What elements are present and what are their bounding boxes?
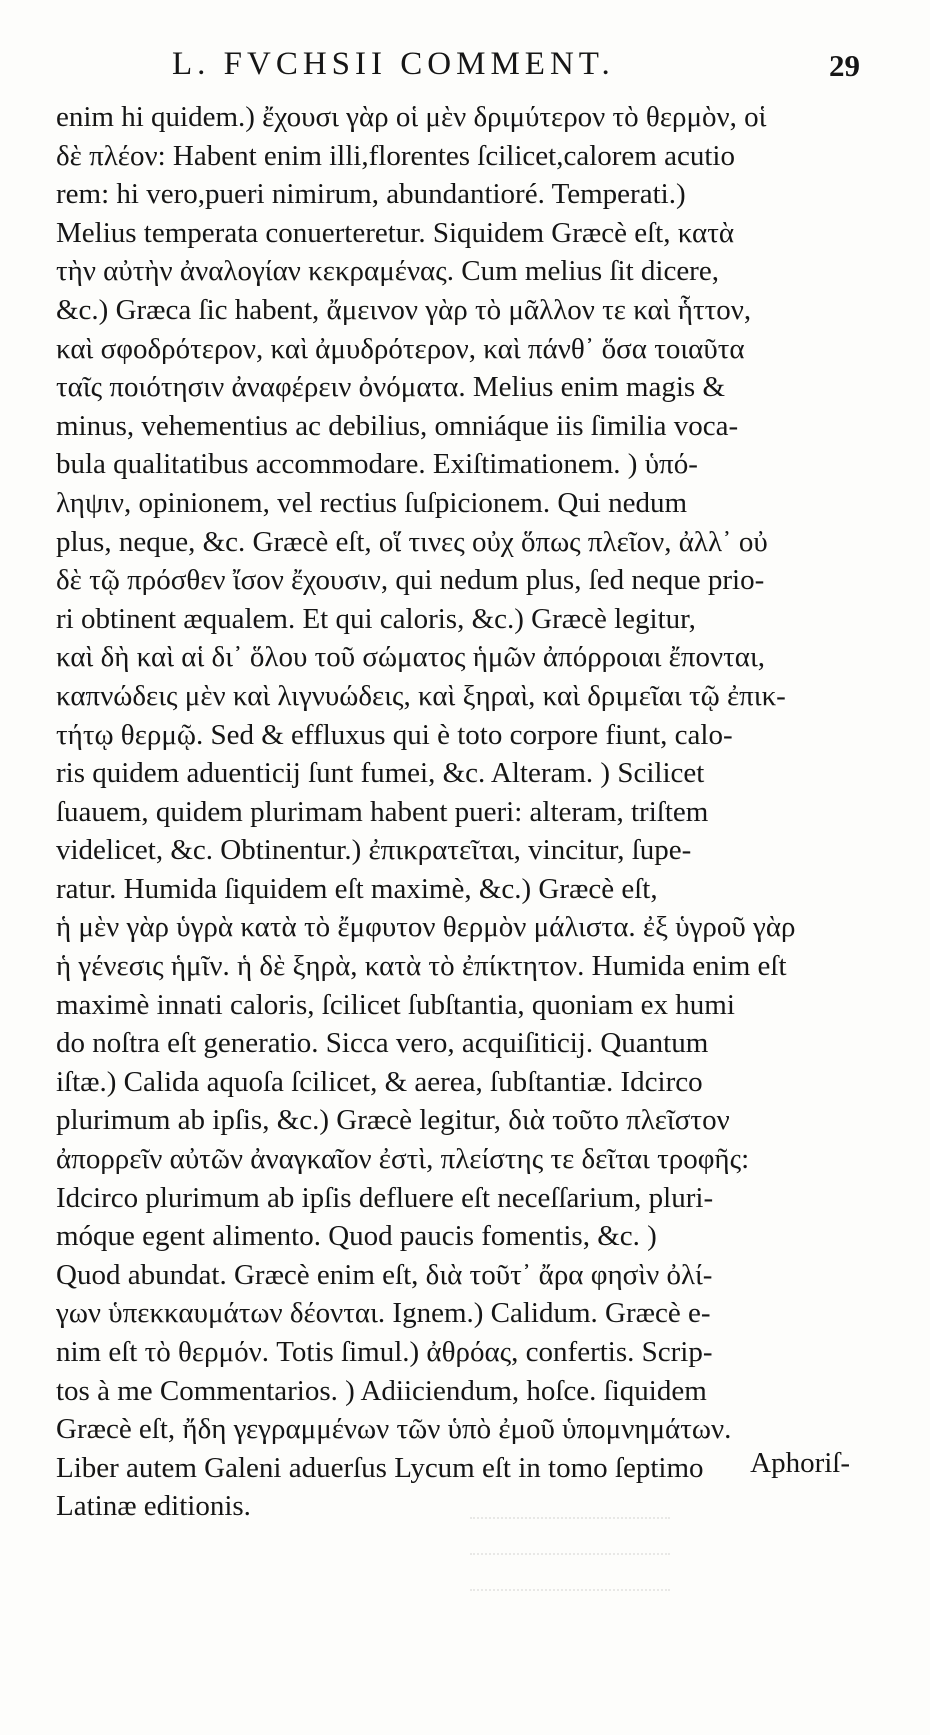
text-line: Græcè eſt, ἤδη γεγραμμένων τῶν ὑπὸ ἐμοῦ ὑπομνημάτων. xyxy=(56,1413,732,1446)
text-line: τήτῳ θερμῷ. Sed & effluxus qui è toto corpore fiunt, calo- xyxy=(56,718,733,751)
text-line: rem: hi vero,pueri nimirum, abundantioré. Temperati.) xyxy=(56,178,686,211)
text-line: Melius temperata conuerteretur. Siquidem Græcè eſt, κατὰ xyxy=(56,216,735,249)
bleed-line xyxy=(470,1495,670,1519)
text-line: &c.) Græca ſic habent, ἄμεινον γὰρ τὸ μᾶλλον τε καὶ ἧττον, xyxy=(56,293,752,326)
body-text xyxy=(56,98,858,1526)
bleed-line xyxy=(470,1567,670,1591)
text-line: nim eſt τὸ θερμόν. Totis ſimul.) ἀθρόας, confertis. Scrip- xyxy=(56,1336,713,1368)
text-line: videlicet, &c. Obtinentur.) ἐπικρατεῖται, vincitur, ſupe- xyxy=(56,834,692,867)
text-line: bula qualitatibus accommodare. Exiſtimationem. ) ὑπό- xyxy=(56,448,698,481)
text-line: ſuauem, quidem plurimam habent pueri: alteram, triſtem xyxy=(56,795,709,828)
text-line: enim hi quidem.) ἔχουσι γὰρ οἱ μὲν δριμύτερον τὸ θερμὸν, οἱ xyxy=(56,101,767,133)
running-head xyxy=(160,46,860,86)
text-line: tos à me Commentarios. ) Adiiciendum, hoſce. ſiquidem xyxy=(56,1374,707,1407)
page-number: 29 xyxy=(829,48,860,83)
text-line: plus, neque, &c. Græcè eſt, οἵ τινες οὐχ ὅπως πλεῖον, ἀλλ᾽ οὐ xyxy=(56,525,768,558)
text-line: καὶ σφοδρότερον, καὶ ἀμυδρότερον, καὶ πάνθ᾽ ὅσα τοιαῦτα xyxy=(56,332,745,365)
running-title: L. FVCHSII COMMENT. xyxy=(172,46,615,82)
text-line: do noſtra eſt generatio. Sicca vero, acquiſiticij. Quantum xyxy=(56,1027,709,1060)
text-line: Latinæ editionis. xyxy=(56,1490,251,1523)
text-line: ἀπορρεῖν αὐτῶν ἀναγκαῖον ἐστὶ, πλείστης τε δεῖται τροφῆς: xyxy=(56,1143,750,1176)
text-line: Idcirco plurimum ab ipſis defluere eſt neceſſarium, pluri- xyxy=(56,1181,714,1214)
text-line: ληψιν, opinionem, vel rectius ſuſpicionem. Qui nedum xyxy=(56,486,688,519)
text-line: ἡ μὲν γὰρ ὑγρὰ κατὰ τὸ ἔμφυτον θερμὸν μάλιστα. ἐξ ὑγροῦ γὰρ xyxy=(56,911,796,944)
text-line: móque egent alimento. Quod paucis fomentis, &c. ) xyxy=(56,1220,657,1253)
text-line: ταῖς ποιότησιν ἀναφέρειν ὀνόματα. Melius enim magis & xyxy=(56,371,725,404)
text-line: iſtæ.) Calida aquoſa ſcilicet, & aerea, ſubſtantiæ. Idcirco xyxy=(56,1065,703,1098)
catchword: Aphoriſ- xyxy=(750,1447,850,1479)
bleed-line xyxy=(470,1531,670,1555)
text-line: Quod abundat. Græcè enim eſt, διὰ τοῦτ᾽ ἄρα φησὶν ὀλί- xyxy=(56,1258,713,1291)
text-line: minus, vehementius ac debilius, omniáque iis ſimilia voca- xyxy=(56,409,739,442)
text-line: καπνώδεις μὲν καὶ λιγνυώδεις, καὶ ξηραὶ, καὶ δριμεῖαι τῷ ἐπικ- xyxy=(56,679,786,712)
text-line: ἡ γένεσις ἡμῖν. ἡ δὲ ξηρὰ, κατὰ τὸ ἐπίκτητον. Humida enim eſt xyxy=(56,950,787,983)
text-line: plurimum ab ipſis, &c.) Græcè legitur, διὰ τοῦτο πλεῖστον xyxy=(56,1104,730,1137)
text-line: δὲ πλέον: Habent enim illi,florentes ſcilicet,calorem acutio xyxy=(56,139,735,172)
text-line: γων ὑπεκκαυμάτων δέονται. Ignem.) Calidum. Græcè e- xyxy=(56,1297,711,1330)
text-line: maximè innati caloris, ſcilicet ſubſtantia, quoniam ex humi xyxy=(56,988,735,1021)
text-line: ratur. Humida ſiquidem eſt maximè, &c.) Græcè eſt, xyxy=(56,872,658,905)
text-line: Liber autem Galeni aduerſus Lycum eſt in tomo ſeptimo xyxy=(56,1451,704,1484)
text-line: τὴν αὐτὴν ἀναλογίαν κεκραμένας. Cum melius ſit dicere, xyxy=(56,255,719,288)
text-line: καὶ δὴ καὶ αἱ δι᾽ ὅλου τοῦ σώματος ἡμῶν ἀπόρροιαι ἔπονται, xyxy=(56,641,766,674)
show-through-bleed xyxy=(470,1495,670,1605)
text-line: δὲ τῷ πρόσθεν ἴσον ἔχουσιν, qui nedum plus, ſed neque prio- xyxy=(56,564,765,597)
text-line: ri obtinent æqualem. Et qui caloris, &c.) Græcè legitur, xyxy=(56,602,696,635)
text-line: ris quidem aduenticij ſunt fumei, &c. Alteram. ) Scilicet xyxy=(56,757,705,790)
